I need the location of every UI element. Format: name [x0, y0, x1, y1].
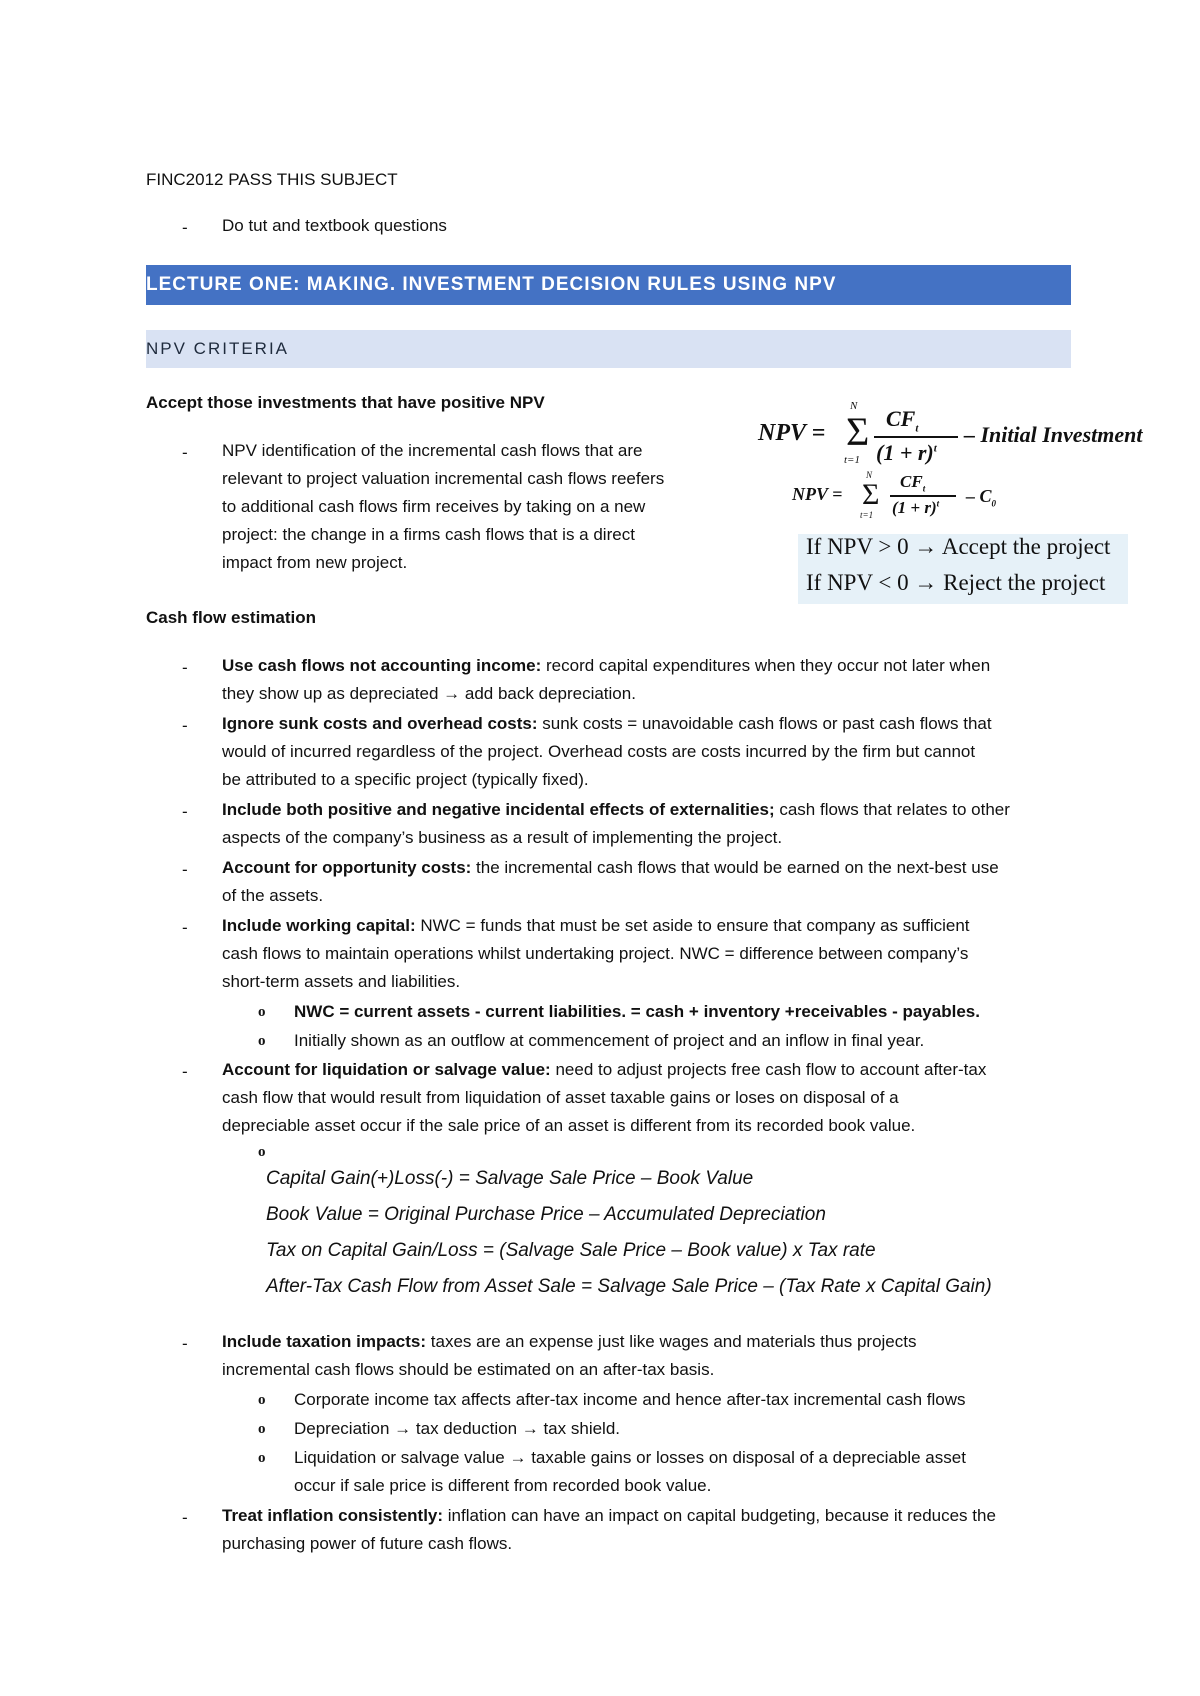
sigma-icon: Σ	[846, 409, 870, 454]
dash-bullet: -	[182, 802, 188, 821]
dash-bullet: -	[182, 918, 188, 937]
numerator	[900, 472, 925, 493]
item-bold: Include taxation impacts:	[222, 1332, 427, 1351]
tax-sub-item: Corporate income tax affects after-tax income and hence after-tax incremental cash flows	[294, 1390, 966, 1409]
denominator: $(1 + r)^t$	[876, 440, 937, 465]
item-text: sunk costs = unavoidable cash flows or past cash flows that	[537, 714, 992, 733]
list-item	[222, 912, 1072, 996]
tax-sub-item: Depreciation → tax deduction → tax shield.	[294, 1419, 621, 1438]
fraction-bar	[874, 436, 958, 438]
item-bold: Account for opportunity costs:	[222, 858, 472, 877]
npv-label: NPV =	[758, 420, 826, 446]
sigma-upper: N	[850, 400, 858, 412]
item-text: inflation can have an impact on capital budgeting, because it reduces the	[443, 1506, 996, 1525]
dash-bullet: -	[182, 1334, 188, 1353]
accept-heading: Accept those investments that have positive NPV	[146, 393, 545, 412]
item-text: cash flow that would result from liquidation of asset taxable gains or loses on disposal of a	[222, 1088, 899, 1107]
item-bold: Use cash flows not accounting income:	[222, 656, 542, 675]
section-heading-text: NPV CRITERIA	[146, 339, 290, 358]
item-text: need to adjust projects free cash flow to account after-tax	[550, 1060, 987, 1079]
lecture-heading-text: LECTURE ONE: MAKING. INVESTMENT DECISION RULES USING NPV	[146, 274, 837, 295]
npv-label: NPV =	[792, 484, 843, 504]
section-heading	[146, 330, 1071, 368]
intro-bullet-text: Do tut and textbook questions	[222, 216, 447, 235]
item-text: incremental cash flows should be estimated on an after-tax basis.	[222, 1360, 715, 1379]
c0-text: – C	[966, 486, 992, 506]
cashflow-heading: Cash flow estimation	[146, 608, 317, 627]
npv-bullet-line: project: the change in a firms cash flows that is a direct	[222, 525, 635, 544]
sub-bullet: o	[258, 1033, 266, 1049]
item-text: cash flows that relates to other	[774, 800, 1010, 819]
list-item	[222, 854, 1072, 910]
sub-bullet: o	[258, 1450, 266, 1466]
item-text: the incremental cash flows that would be earned on the next-best use	[471, 858, 999, 877]
sigma-lower: t=1	[860, 510, 874, 520]
reject-rule: If NPV < 0 → Reject the project	[806, 570, 1106, 595]
dash-bullet: -	[182, 1062, 188, 1081]
npv-bullet-line: to additional cash flows firm receives by taking on a new	[222, 497, 646, 516]
item-text: would of incurred regardless of the project. Overhead costs are costs incurred by the firm but cannot	[222, 742, 976, 761]
dash-bullet: -	[182, 658, 188, 677]
after-tax-cashflow-formula: After-Tax Cash Flow from Asset Sale = Salvage Sale Price – (Tax Rate x Capital Gain)	[266, 1276, 992, 1297]
denominator-text: (1 + r)	[876, 440, 934, 465]
tax-sub-line: occur if sale price is different from recorded book value.	[294, 1476, 712, 1495]
initial-investment: – Initial Investment	[964, 422, 1143, 447]
lecture-heading	[146, 265, 1071, 305]
dash-bullet: -	[182, 443, 188, 462]
item-text: of the assets.	[222, 886, 324, 905]
dash-bullet: -	[182, 716, 188, 735]
npv-bullet-line: NPV identification of the incremental cash flows that are	[222, 441, 643, 460]
item-text: be attributed to a specific project (typically fixed).	[222, 770, 589, 789]
list-item	[222, 796, 1072, 852]
item-text: they show up as depreciated → add back depreciation.	[222, 684, 636, 703]
c0-term	[966, 486, 996, 509]
item-bold: Account for liquidation or salvage value:	[222, 1060, 551, 1079]
list-item	[222, 652, 1072, 708]
item-text: short-term assets and liabilities.	[222, 972, 461, 991]
item-bold: Treat inflation consistently:	[222, 1506, 444, 1525]
tax-capital-gain-formula: Tax on Capital Gain/Loss = (Salvage Sale Price – Book value) x Tax rate	[266, 1240, 876, 1261]
tax-sub-item	[294, 1444, 966, 1500]
dash-bullet: -	[182, 860, 188, 879]
c0-subscript: 0	[991, 498, 997, 509]
npv-bullet-line: relevant to project valuation incremental cash flows reefers	[222, 469, 665, 488]
item-text: purchasing power of future cash flows.	[222, 1534, 513, 1553]
fraction-bar	[890, 495, 956, 497]
book-value-formula: Book Value = Original Purchase Price – Accumulated Depreciation	[266, 1204, 826, 1225]
sub-bullet: o	[258, 1421, 266, 1437]
list-item	[222, 1056, 1072, 1140]
item-bold: Ignore sunk costs and overhead costs:	[222, 714, 538, 733]
item-bold: Include working capital:	[222, 916, 416, 935]
tax-sub-line: Liquidation or salvage value → taxable gains or losses on disposal of a depreciable asset	[294, 1448, 966, 1467]
cf-subscript: t	[922, 483, 926, 494]
sub-bullet: o	[258, 1004, 266, 1020]
item-text: NWC = funds that must be set aside to ensure that company as sufficient	[415, 916, 970, 935]
item-text: depreciable asset occur if the sale price of an asset is different from its recorded book value.	[222, 1116, 916, 1135]
sub-bullet: o	[258, 1144, 266, 1160]
nwc-note: Initially shown as an outflow at commencement of project and an inflow in final year.	[294, 1031, 925, 1050]
list-item	[222, 1502, 1072, 1558]
sigma-upper: N	[866, 470, 873, 480]
npv-bullet-line: impact from new project.	[222, 553, 408, 572]
denominator: $(1 + r)^t$	[892, 498, 940, 517]
cf-label: CF	[900, 472, 923, 491]
accept-rule: If NPV > 0 → Accept the project	[806, 534, 1111, 559]
npv-bullet	[222, 437, 742, 577]
item-text: cash flows to maintain operations whilst undertaking project. NWC = difference between company’s	[222, 944, 969, 963]
cf-label: CF	[886, 406, 916, 431]
decision-rule-box	[798, 534, 1128, 604]
nwc-formula: NWC = current assets - current liabilities. = cash + inventory +receivables - payables.	[294, 1002, 980, 1021]
item-text: record capital expenditures when they occur not later when	[541, 656, 991, 675]
item-bold: Include both positive and negative incidental effects of externalities;	[222, 800, 775, 819]
dash-bullet: -	[182, 218, 188, 237]
denominator-text: (1 + r)	[892, 498, 937, 517]
capital-gain-formula: Capital Gain(+)Loss(-) = Salvage Sale Price – Book Value	[266, 1168, 754, 1189]
doc-title: FINC2012 PASS THIS SUBJECT	[146, 170, 398, 189]
cf-subscript: t	[915, 422, 919, 435]
sub-bullet: o	[258, 1392, 266, 1408]
list-item	[222, 710, 1072, 794]
item-text: aspects of the company’s business as a result of implementing the project.	[222, 828, 783, 847]
dash-bullet: -	[182, 1508, 188, 1527]
item-text: taxes are an expense just like wages and materials thus projects	[426, 1332, 917, 1351]
numerator	[886, 406, 918, 434]
list-item	[222, 1328, 1072, 1384]
sigma-lower: t=1	[844, 454, 860, 466]
sigma-icon: Σ	[862, 478, 880, 511]
